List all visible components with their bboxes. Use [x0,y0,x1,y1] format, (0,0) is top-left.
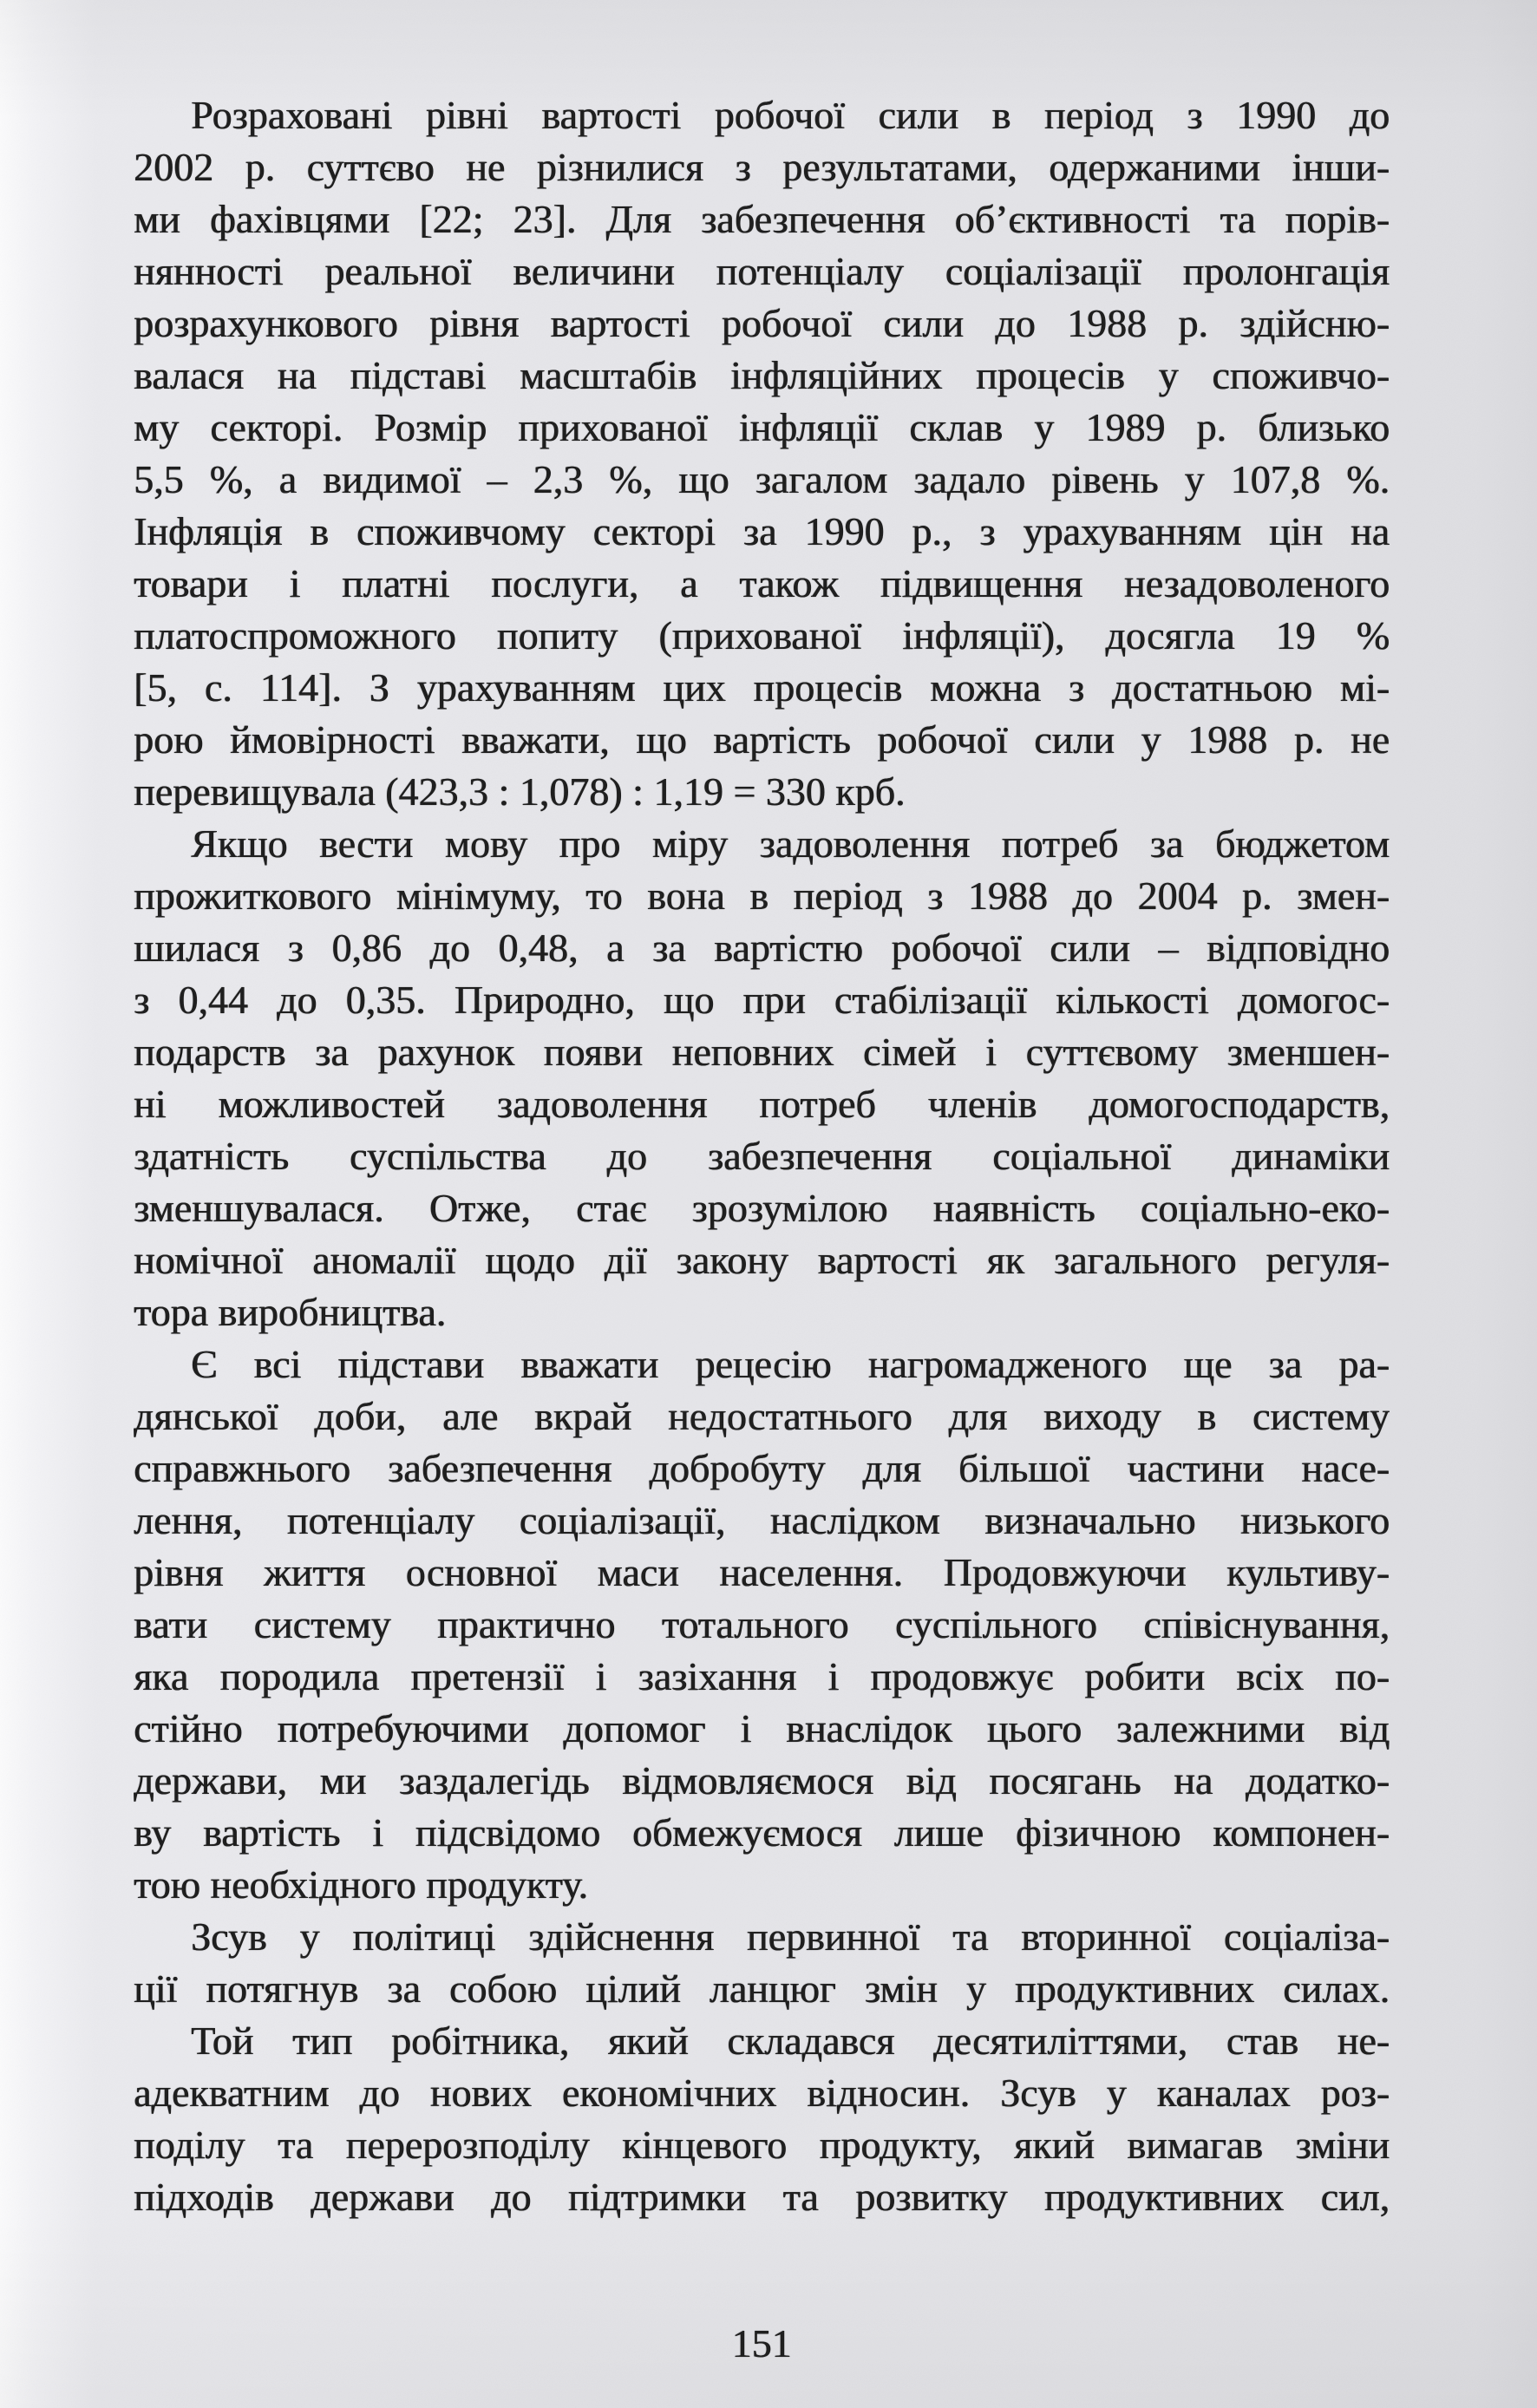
page-number: 151 [731,2321,792,2365]
paragraph-2 [134,818,1390,1338]
text-line: ву вартість і підсвідомо обмежуємося лише фізичною компонен- [134,1810,1390,1855]
text-line: справжнього забезпечення добробуту для більшої частини насе- [134,1446,1390,1490]
text-line: підходів держави до підтримки та розвитку продуктивних сил, [134,2175,1390,2219]
text-line: тора виробництва. [134,1290,447,1334]
text-line: рівня життя основної маси населення. Продовжуючи культиву- [134,1550,1390,1594]
text-line: нянності реальної величини потенціалу соціалізації пролонгація [134,249,1390,293]
text-line: платоспроможного попиту (прихованої інфляції), досягла 19 % [134,613,1390,658]
text-line: поділу та перерозподілу кінцевого продукту, який вимагав зміни [134,2123,1390,2167]
text-line: лення, потенціалу соціалізації, наслідком визначально низького [134,1498,1390,1542]
text-line: Той тип робітника, який складався десятиліттями, став не- [191,2019,1390,2063]
text-line: яка породила претензії і зазіхання і продовжує робити всіх по- [134,1654,1390,1698]
text-line: товари і платні послуги, а також підвищення незадоволеного [134,561,1390,605]
paragraph-5 [134,2015,1390,2223]
text-line: Інфляція в споживчому секторі за 1990 р., з урахуванням цін на [134,509,1390,553]
text-line: Якщо вести мову про міру задоволення потреб за бюджетом [191,821,1390,866]
text-line: подарств за рахунок появи неповних сімей і суттєвому зменшен- [134,1030,1390,1074]
text-line: адекватним до нових економічних відносин. Зсув у каналах роз- [134,2071,1390,2115]
text-line: дянської доби, але вкрай недостатнього для виходу в систему [134,1394,1390,1438]
text-line: держави, ми заздалегідь відмовляємося від посягань на додатко- [134,1758,1390,1803]
text-line: здатність суспільства до забезпечення соціальної динаміки [134,1134,1390,1178]
text-line: 2002 р. суттєво не різнилися з результатами, одержаними інши- [134,145,1390,189]
text-line: розрахункового рівня вартості робочої сили до 1988 р. здійсню- [134,301,1390,345]
text-line: Є всі підстави вважати рецесію нагромадженого ще за ра- [191,1342,1390,1386]
text-block [134,89,1390,2223]
text-line: стійно потребуючими допомог і внаслідок цього залежними від [134,1706,1390,1750]
paragraph-1 [134,89,1390,818]
paragraph-3 [134,1338,1390,1911]
text-line: з 0,44 до 0,35. Природно, що при стабілізації кількості домогос- [134,978,1390,1022]
paragraph-4 [134,1911,1390,2015]
text-line: тою необхідного продукту. [134,1862,588,1907]
text-line: ні можливостей задоволення потреб членів домогосподарств, [134,1082,1390,1126]
text-line: ції потягнув за собою цілий ланцюг змін у продуктивних силах. [134,1966,1390,2011]
text-line: номічної аномалії щодо дії закону вартості як загального регуля- [134,1238,1390,1282]
text-line: Розраховані рівні вартості робочої сили в період з 1990 до [191,93,1390,137]
text-line: вати систему практично тотального суспільного співіснування, [134,1602,1390,1646]
text-line: перевищувала (423,3 : 1,078) : 1,19 = 330 крб. [134,769,906,814]
text-line: рою ймовірності вважати, що вартість робочої сили у 1988 р. не [134,717,1390,762]
text-line: му секторі. Розмір прихованої інфляції склав у 1989 р. близько [134,405,1390,449]
text-line: прожиткового мінімуму, то вона в період з 1988 до 2004 р. змен- [134,874,1390,918]
text-line: шилася з 0,86 до 0,48, а за вартістю робочої сили – відповідно [134,926,1390,970]
text-line: 5,5 %, а видимої – 2,3 %, що загалом задало рівень у 107,8 %. [134,457,1390,501]
text-line: зменшувалася. Отже, стає зрозумілою наявність соціально-еко- [134,1186,1390,1230]
text-line: [5, с. 114]. З урахуванням цих процесів можна з достатньою мі- [134,665,1390,710]
text-line: Зсув у політиці здійснення первинної та вторинної соціаліза- [191,1914,1390,1959]
text-line: ми фахівцями [22; 23]. Для забезпечення об’єктивності та порів- [134,197,1390,241]
text-line: валася на підставі масштабів інфляційних процесів у споживчо- [134,353,1390,397]
